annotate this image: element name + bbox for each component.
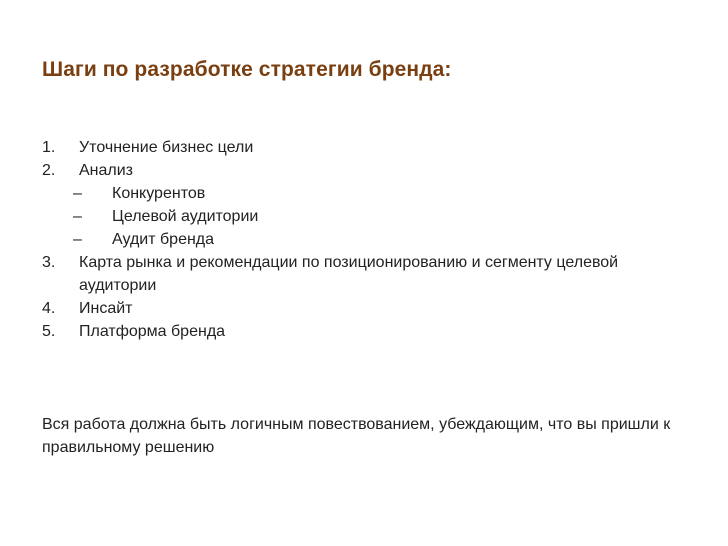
step-text: Карта рынка и рекомендации по позиционированию и сегменту целевой аудитории [79, 254, 619, 294]
dash-bullet: – [73, 185, 82, 202]
sub-item-text: Конкурентов [112, 185, 206, 202]
step-number: 1. [42, 139, 56, 156]
sub-item-text: Аудит бренда [112, 231, 215, 248]
sub-item-text: Целевой аудитории [112, 208, 259, 225]
step-number: 5. [42, 323, 56, 340]
list-item [42, 251, 692, 297]
list-item [42, 136, 692, 159]
conclusion-note: Вся работа должна быть логичным повествованием, убеждающим, что вы пришли к правильному решению [42, 416, 671, 456]
step-text: Платформа бренда [79, 323, 226, 340]
step-text: Анализ [79, 162, 134, 179]
step-number: 4. [42, 300, 56, 317]
sub-list-item [42, 228, 692, 251]
step-number: 2. [42, 162, 56, 179]
list-item [42, 159, 692, 182]
list-item [42, 297, 692, 320]
sub-list-item [42, 182, 692, 205]
sub-list-item [42, 205, 692, 228]
steps-list [42, 136, 692, 343]
list-item [42, 320, 692, 343]
dash-bullet: – [73, 208, 82, 225]
slide-title: Шаги по разработке стратегии бренда: [42, 58, 452, 81]
step-text: Инсайт [79, 300, 133, 317]
step-text: Уточнение бизнес цели [79, 139, 254, 156]
step-number: 3. [42, 254, 56, 271]
dash-bullet: – [73, 231, 82, 248]
